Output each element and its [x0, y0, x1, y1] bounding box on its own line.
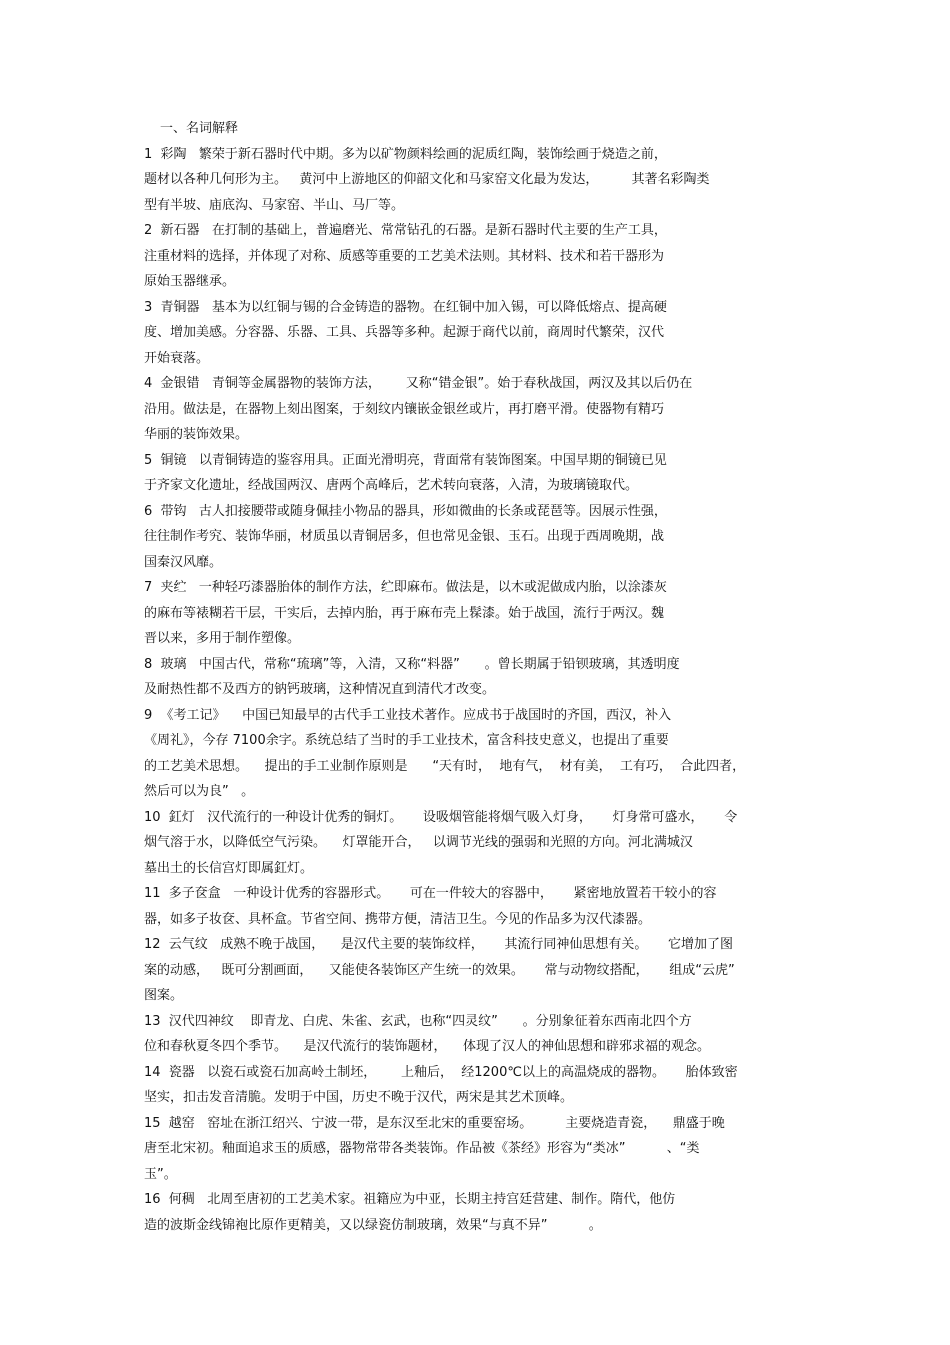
text-line: 3 青铜器 基本为以红铜与锡的合金铸造的器物。在红铜中加入锡，可以降低熔点、提高硬: [144, 299, 667, 315]
text-line: 坚实，扣击发音清脆。发明于中国，历史不晚于汉代，两宋是其艺术顶峰。: [144, 1090, 574, 1105]
text-line: 案的动感， 既可分割画面， 又能使各装饰区产生统一的效果。 常与动物纹搭配， 组成“云虎”: [144, 962, 735, 978]
text-line: 墓出土的长信宫灯即属釭灯。: [144, 860, 314, 876]
text-line: 14 瓷器 以瓷石或瓷石加高岭土制坯， 上釉后， 经1200℃以上的高温烧成的器物。 胎体致密: [144, 1064, 738, 1080]
text-line: 及耐热性都不及西方的钠钙玻璃，这种情况直到清代才改变。: [144, 682, 496, 697]
text-line: 11 多子奁盒 一种设计优秀的容器形式。 可在一件较大的容器中， 紧密地放置若干较小的容: [144, 886, 717, 901]
text-line: 13 汉代四神纹 即青龙、白虎、朱雀、玄武，也称“四灵纹” 。分别象征着东西南北四个方: [144, 1013, 692, 1029]
text-line: 题材以各种几何形为主。 黄河中上游地区的仰韶文化和马家窑文化最为发达， 其著名彩陶类: [144, 172, 710, 187]
text-line: 9 《考工记》 中国已知最早的古代手工业技术著作。应成书于战国时的齐国，西汉，补入: [144, 707, 672, 723]
text-line: 5 铜镜 以青铜铸造的鉴容用具。正面光滑明亮，背面常有装饰图案。中国早期的铜镜已见: [144, 452, 667, 468]
text-line: 6 带钩 古人扣接腰带或随身佩挂小物品的器具，形如微曲的长条或琵琶等。因展示性强，: [144, 503, 667, 519]
text-line: 7 夹纻 一种轻巧漆器胎体的制作方法，纻即麻布。做法是，以木或泥做成内胎，以涂漆灰: [144, 580, 667, 595]
text-line: 注重材料的选择，并体现了对称、质感等重要的工艺美术法则。其材料、技术和若干器形为: [144, 248, 665, 264]
text-line: 开始衰落。: [144, 350, 210, 366]
text-line: 15 越窑 窑址在浙江绍兴、宁波一带，是东汉至北宋的重要窑场。 主要烧造青瓷， 鼎盛于晚: [144, 1115, 725, 1131]
text-line: 的麻布等裱糊若干层，干实后，去掉内胎，再于麻布壳上髹漆。始于战国，流行于两汉。魏: [144, 605, 665, 621]
text-line: 往往制作考究、装饰华丽，材质虽以青铜居多，但也常见金银、玉石。出现于西周晚期，战: [144, 529, 665, 544]
text-line: 10 釭灯 汉代流行的一种设计优秀的铜灯。 设吸烟管能将烟气吸入灯身， 灯身常可盛水， 令: [144, 809, 738, 825]
text-line: 国秦汉风靡。: [144, 554, 223, 570]
text-line: 的工艺美术思想。 提出的手工业制作原则是 “天有时， 地有气， 材有美， 工有巧， 合此四者，: [144, 758, 746, 774]
text-line: 沿用。做法是，在器物上刻出图案，于刻纹内镶嵌金银丝或片，再打磨平滑。使器物有精巧: [144, 401, 665, 417]
text-line: 华丽的装饰效果。: [144, 427, 249, 442]
text-line: 1 彩陶 繁荣于新石器时代中期。多为以矿物颜料绘画的泥质红陶，装饰绘画于烧造之前，: [144, 146, 667, 162]
text-line: 位和春秋夏冬四个季节。 是汉代流行的装饰题材， 体现了汉人的神仙思想和辟邪求福的观念。: [144, 1039, 711, 1054]
text-line: 烟气溶于水，以降低空气污染。 灯罩能开合， 以调节光线的强弱和光照的方向。河北满城汉: [144, 835, 693, 850]
text-line: 玉”。: [144, 1166, 177, 1182]
text-line: 原始玉器继承。: [144, 274, 236, 289]
text-line: 度、增加美感。分容器、乐器、工具、兵器等多种。起源于商代以前，商周时代繁荣，汉代: [144, 325, 665, 340]
text-line: 然后可以为良” 。: [144, 784, 255, 799]
text-line: 8 玻璃 中国古代，常称“琉璃”等，入清，又称“料器” 。曾长期属于铅钡玻璃，其透明度: [144, 656, 680, 672]
text-line: 型有半坡、庙底沟、马家窑、半山、马厂等。: [144, 197, 405, 213]
text-line: 于齐家文化遗址，经战国两汉、唐两个高峰后，艺术转向衰落，入清，为玻璃镜取代。: [144, 478, 639, 493]
text-line: 器，如多子妆奁、具杯盒。节省空间、携带方便，清洁卫生。今见的作品多为汉代漆器。: [144, 911, 652, 927]
text-line: 16 何稠 北周至唐初的工艺美术家。祖籍应为中亚，长期主持宫廷营建、制作。隋代，他仿: [144, 1192, 676, 1207]
text-line: 造的波斯金线锦袍比原作更精美，又以绿瓷仿制玻璃，效果“与真不异” 。: [144, 1217, 602, 1233]
text-line: 《周礼》，今存 7100余字。系统总结了当时的手工业技术，富含科技史意义，也提出了重要: [144, 733, 669, 748]
text-line: 晋以来，多用于制作塑像。: [144, 631, 301, 646]
text-line: 唐至北宋初。釉面追求玉的质感，器物常带各类装饰。作品被《茶经》形容为“类冰” 、“类: [144, 1141, 700, 1156]
text-line: 2 新石器 在打制的基础上，普遍磨光、常常钻孔的石器。是新石器时代主要的生产工具，: [144, 223, 667, 238]
text-line: 图案。: [144, 988, 184, 1003]
section-heading: 一、名词解释: [160, 121, 239, 136]
body-lines: [144, 142, 824, 1239]
document-text: [144, 116, 824, 1238]
text-line: 12 云气纹 成熟不晚于战国， 是汉代主要的装饰纹样， 其流行同神仙思想有关。 它增加了图: [144, 937, 734, 952]
text-line: 4 金银错 青铜等金属器物的装饰方法， 又称“错金银”。始于春秋战国，两汉及其以后仍在: [144, 376, 693, 391]
